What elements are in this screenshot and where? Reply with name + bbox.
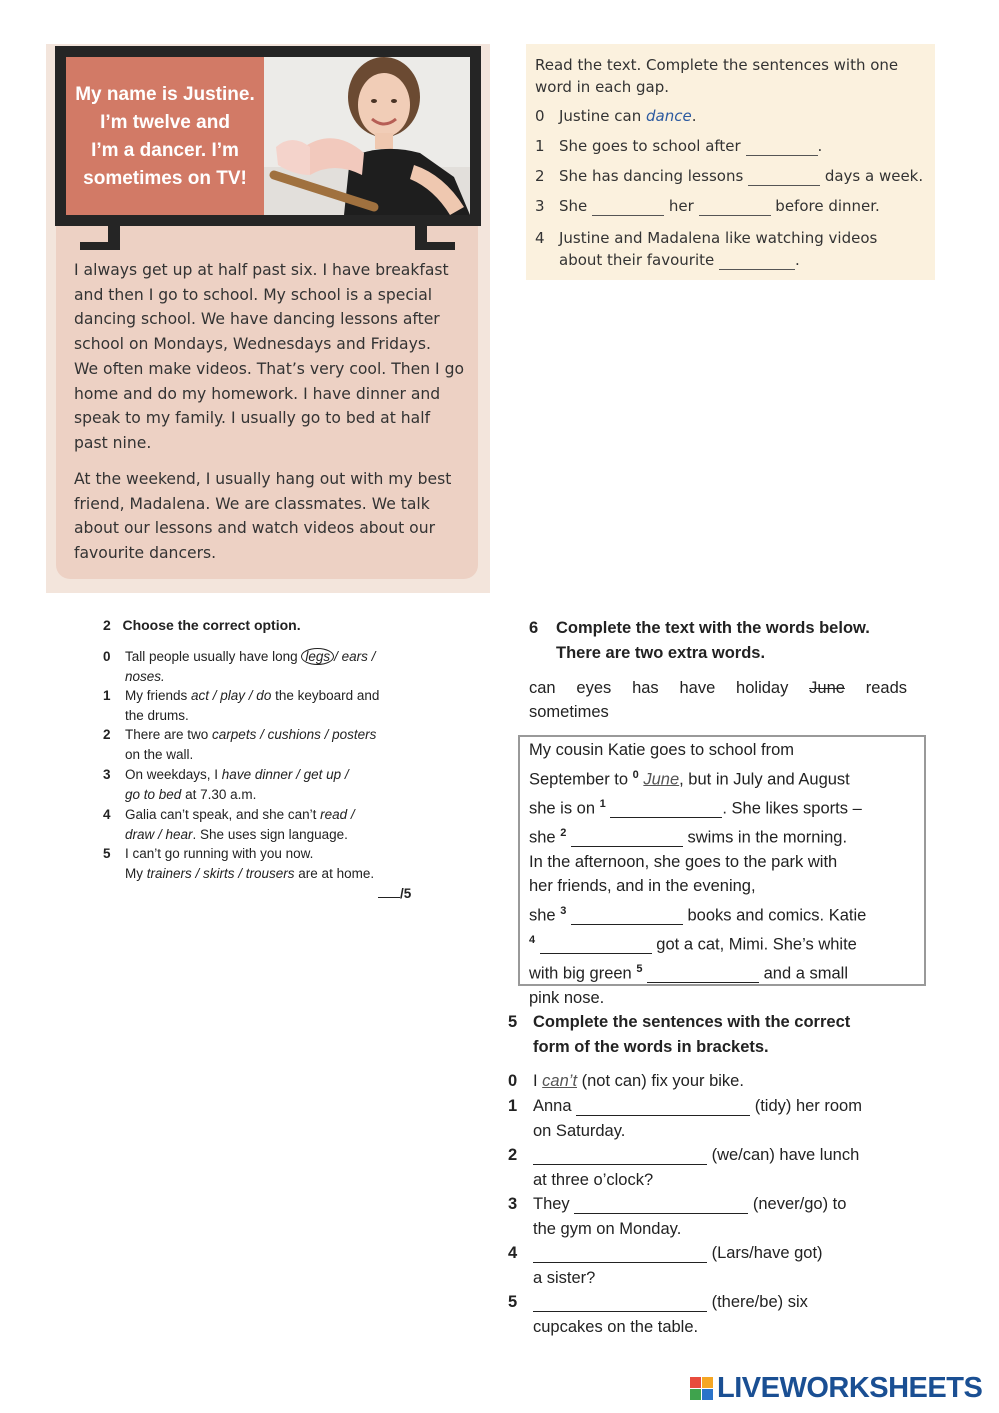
- task-answer-3b[interactable]: [699, 198, 771, 216]
- ex6-answer-2[interactable]: [571, 829, 683, 847]
- item-options[interactable]: go to bed: [125, 786, 182, 802]
- item-number: 0: [508, 1072, 518, 1090]
- item-text: (not can) fix your bike.: [577, 1072, 744, 1090]
- item-text: the drums.: [125, 707, 189, 723]
- story-paragraph-1: [74, 258, 474, 456]
- line-text: she is on: [529, 799, 600, 817]
- item-number: 4: [508, 1244, 518, 1262]
- item-number: 2: [535, 167, 545, 185]
- item-text: about their favourite: [559, 251, 715, 269]
- screen-line: I’m a dancer. I’m: [91, 140, 239, 161]
- word-bank-word: holiday: [736, 679, 789, 697]
- gap-number: 4: [529, 933, 536, 946]
- item-text: at three o’clock?: [533, 1170, 654, 1189]
- ex6-answer-5[interactable]: [647, 965, 759, 983]
- score-total: /5: [400, 886, 412, 901]
- exercise-title: There are two extra words.: [556, 644, 766, 662]
- story-line: and then I go to school. My school is a special: [74, 285, 433, 304]
- gap-number: 5: [636, 962, 643, 975]
- item-options[interactable]: draw / hear: [125, 826, 193, 842]
- ex5-item-3: [508, 1192, 908, 1241]
- item-options[interactable]: have dinner / get up /: [221, 767, 349, 782]
- liveworksheets-logo[interactable]: [690, 1372, 982, 1405]
- task-item-1: [535, 137, 822, 156]
- item-text: She: [559, 197, 588, 215]
- ex5-answer-5[interactable]: [533, 1294, 707, 1312]
- ex5-heading: [508, 1010, 850, 1060]
- item-number: 3: [103, 767, 111, 782]
- item-text: on the wall.: [125, 746, 194, 762]
- ex6-answer-3[interactable]: [571, 907, 683, 925]
- line-text: with big green: [529, 964, 637, 982]
- item-text: Tall people usually have long: [125, 649, 302, 664]
- ex2-item-0: [103, 647, 423, 686]
- item-text: (tidy) her room: [750, 1097, 862, 1115]
- screen-line: sometimes on TV!: [83, 168, 247, 189]
- line-text: books and comics. Katie: [682, 906, 867, 924]
- dancer-illustration: [264, 57, 470, 215]
- task-answer-3a[interactable]: [592, 198, 664, 216]
- item-text: They: [533, 1195, 575, 1213]
- item-number: 4: [535, 229, 545, 247]
- instruction-line: Read the text. Complete the sentences with one: [535, 56, 899, 74]
- story-line: favourite dancers.: [74, 544, 217, 563]
- text-line: My cousin Katie goes to school from: [529, 741, 795, 759]
- item-text: (Lars/have got): [707, 1244, 823, 1262]
- item-options: / ears /: [334, 649, 376, 664]
- ex2-item-5: [103, 844, 423, 883]
- item-text: on Saturday.: [533, 1121, 626, 1140]
- ex5-answer-1[interactable]: [576, 1098, 750, 1116]
- example-answer: can’t: [542, 1072, 578, 1090]
- item-text: a sister?: [533, 1268, 596, 1287]
- item-number: 2: [508, 1146, 518, 1164]
- item-text: . She uses sign language.: [192, 826, 348, 842]
- ex5-item-2: [508, 1143, 908, 1192]
- ex2-item-4: [103, 805, 423, 844]
- item-text: .: [795, 251, 800, 269]
- item-text: .: [817, 137, 823, 155]
- item-text: at 7.30 a.m.: [181, 786, 257, 802]
- item-text: (there/be) six: [707, 1293, 808, 1311]
- item-number: 5: [508, 1293, 518, 1311]
- ex5-answer-3[interactable]: [574, 1196, 748, 1214]
- exercise-number: 6: [529, 619, 539, 637]
- item-options: noses.: [125, 668, 165, 684]
- item-text: My: [125, 865, 147, 881]
- ex5-answer-4[interactable]: [533, 1245, 707, 1263]
- tv-foot-right: [415, 242, 455, 250]
- item-text: There are two: [125, 727, 213, 742]
- item-text: She goes to school after: [559, 137, 741, 155]
- logo-text: LIVEWORKSHEETS: [717, 1372, 983, 1404]
- gap-number: 1: [599, 797, 606, 810]
- line-text: she: [529, 906, 561, 924]
- text-line: [529, 899, 921, 928]
- item-number: 0: [103, 649, 111, 664]
- story-line: dancing school. We have dancing lessons after: [74, 310, 440, 329]
- ex5-answer-2[interactable]: [533, 1147, 707, 1165]
- item-number: 3: [535, 197, 545, 215]
- item-options[interactable]: act / play / do: [191, 688, 272, 703]
- story-line: about our lessons and watch videos about our: [74, 519, 436, 538]
- item-text: My friends: [125, 688, 192, 703]
- text-line: [529, 928, 921, 957]
- item-number: 4: [103, 807, 111, 822]
- item-text: On weekdays, I: [125, 767, 222, 782]
- gap-number: 3: [560, 904, 567, 917]
- story-line: school on Mondays, Wednesdays and Fridays.: [74, 335, 431, 354]
- gap-number: 2: [560, 826, 567, 839]
- item-options[interactable]: carpets / cushions / posters: [212, 727, 377, 742]
- item-text: Galia can’t speak, and she can’t: [125, 807, 321, 822]
- story-line: past nine.: [74, 433, 152, 452]
- text-line: [529, 821, 921, 850]
- example-answer: June: [643, 770, 680, 788]
- item-text: She has dancing lessons: [559, 167, 744, 185]
- task-item-3: [535, 197, 880, 216]
- tv-foot-left: [80, 242, 120, 250]
- word-bank-word: reads: [865, 679, 907, 697]
- story-line: We often make videos. That’s very cool. Then I go: [74, 359, 465, 378]
- item-text: I: [533, 1072, 543, 1090]
- ex2-score: [378, 885, 411, 901]
- item-text: her: [668, 197, 694, 215]
- exercise-number: 2: [103, 617, 111, 633]
- line-text: she: [529, 828, 561, 846]
- ex5-item-0: [508, 1069, 908, 1094]
- item-text: Anna: [533, 1097, 577, 1115]
- line-text: . She likes sports –: [722, 799, 862, 817]
- instruction-line: word in each gap.: [535, 78, 670, 96]
- item-number: 1: [535, 137, 545, 155]
- line-text: got a cat, Mimi. She’s white: [651, 935, 857, 953]
- item-text: days a week.: [824, 167, 924, 185]
- word-bank-word: sometimes: [529, 703, 609, 721]
- ex5-item-5: [508, 1290, 908, 1339]
- ex2-heading: [103, 617, 301, 633]
- tv-screen-caption: [66, 57, 264, 215]
- story-line: At the weekend, I usually hang out with my best: [74, 470, 452, 488]
- exercise-title: Choose the correct option.: [122, 617, 301, 633]
- logo-mark-icon: [690, 1377, 713, 1400]
- dancer-photo: [264, 57, 470, 215]
- word-bank-word: eyes: [576, 679, 612, 697]
- task-item-4: [535, 227, 877, 271]
- word-bank-word: has: [632, 679, 659, 697]
- ex2-item-1: [103, 686, 423, 725]
- line-text: and a small: [759, 964, 849, 982]
- item-number: 5: [103, 846, 111, 861]
- item-number: 3: [508, 1195, 518, 1213]
- task-item-0: [535, 107, 697, 125]
- ex6-answer-1[interactable]: [610, 800, 722, 818]
- item-options[interactable]: read /: [320, 807, 355, 822]
- ex2-item-3: [103, 765, 423, 804]
- item-text: Justine can: [559, 107, 647, 125]
- task-answer-4[interactable]: [719, 252, 795, 270]
- circled-example-answer: legs: [301, 648, 334, 665]
- line-text: , but in July and August: [679, 770, 850, 788]
- item-text: (never/go) to: [748, 1195, 847, 1213]
- ex6-answer-4[interactable]: [540, 936, 652, 954]
- ex5-item-1: [508, 1094, 908, 1143]
- text-line: [529, 957, 921, 986]
- item-text: .: [691, 107, 697, 125]
- task-answer-1[interactable]: [746, 138, 818, 156]
- item-text: cupcakes on the table.: [533, 1317, 699, 1336]
- exercise-title: form of the words in brackets.: [533, 1038, 769, 1056]
- story-line: I always get up at half past six. I have breakfast: [74, 261, 449, 279]
- text-line: pink nose.: [529, 988, 605, 1007]
- text-line: her friends, and in the evening,: [529, 877, 756, 895]
- example-answer: dance: [646, 107, 692, 125]
- text-line: [529, 763, 921, 792]
- story-line: speak to my family. I usually go to bed at half: [74, 409, 431, 428]
- ex6-text: [529, 738, 921, 1010]
- ex2-item-2: [103, 725, 423, 764]
- ex6-heading: [529, 616, 870, 666]
- screen-line: My name is Justine.: [75, 84, 255, 105]
- exercise-title: Complete the sentences with the correct: [533, 1013, 851, 1031]
- gap-number: 0: [632, 768, 639, 781]
- item-text: the keyboard and: [271, 688, 380, 703]
- task-answer-2[interactable]: [748, 168, 820, 186]
- item-options[interactable]: trainers / skirts / trousers: [146, 865, 295, 881]
- exercise-number: 5: [508, 1013, 518, 1031]
- item-number: 1: [103, 688, 111, 703]
- story-line: home and do my homework. I have dinner and: [74, 384, 441, 403]
- item-text: the gym on Monday.: [533, 1219, 682, 1238]
- word-bank-word: have: [679, 679, 716, 697]
- score-blank: [378, 885, 400, 898]
- item-number: 2: [103, 727, 111, 742]
- ex5-item-4: [508, 1241, 908, 1290]
- item-number: 1: [508, 1097, 518, 1115]
- item-text: before dinner.: [775, 197, 880, 215]
- word-bank: [529, 676, 907, 724]
- story-line: friend, Madalena. We are classmates. We talk: [74, 494, 430, 513]
- line-text: September to: [529, 770, 633, 788]
- word-bank-word: can: [529, 679, 556, 697]
- screen-line: I’m twelve and: [100, 112, 230, 133]
- item-text: Justine and Madalena like watching videos: [559, 229, 878, 247]
- text-line: [529, 792, 921, 821]
- item-text: (we/can) have lunch: [707, 1146, 860, 1164]
- item-text: are at home.: [294, 865, 375, 881]
- story-paragraph-2: [74, 467, 474, 566]
- text-line: In the afternoon, she goes to the park with: [529, 852, 838, 871]
- line-text: swims in the morning.: [682, 828, 848, 846]
- exercise-title: Complete the text with the words below.: [556, 619, 870, 637]
- item-number: 0: [535, 107, 545, 125]
- item-text: I can’t go running with you now.: [125, 846, 314, 861]
- task-instruction: [535, 54, 930, 98]
- word-bank-word-used: June: [809, 679, 845, 697]
- task-item-2: [535, 167, 923, 186]
